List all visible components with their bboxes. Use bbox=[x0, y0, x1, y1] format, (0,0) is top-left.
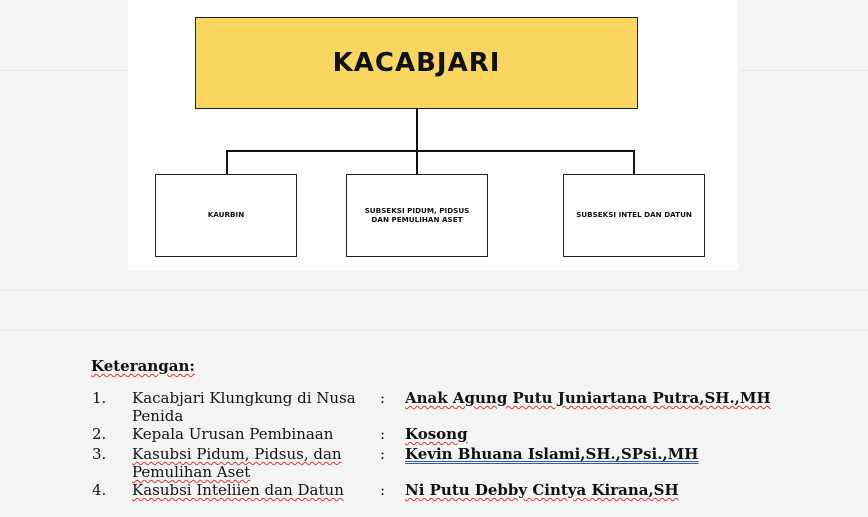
row-name: Anak Agung Putu Juniartana Putra,SH.,MH bbox=[405, 389, 771, 407]
row-position: Kasubsi Inteliien dan Datun bbox=[132, 481, 344, 499]
row-number: 2. bbox=[92, 425, 107, 443]
row-colon: : bbox=[380, 445, 386, 463]
row-colon: : bbox=[380, 481, 386, 499]
row-position-cont: Penida bbox=[132, 407, 184, 425]
row-colon: : bbox=[380, 425, 386, 443]
legend-heading: Keterangan: bbox=[91, 357, 195, 375]
row-colon: : bbox=[380, 389, 386, 407]
row-number: 4. bbox=[92, 481, 107, 499]
row-position: Kacabjari Klungkung di Nusa bbox=[132, 389, 356, 407]
subseksi-pidum-label-line2: DAN PEMULIHAN ASET bbox=[371, 214, 463, 224]
row-position-cont: Pemulihan Aset bbox=[132, 463, 251, 481]
subseksi-intel-label: SUBSEKSI INTEL DAN DATUN bbox=[576, 210, 692, 220]
row-name: Ni Putu Debby Cintya Kirana,SH bbox=[405, 481, 679, 499]
kaurbin-label: KAURBIN bbox=[207, 210, 245, 220]
kacabjari-label: KACABJARI bbox=[332, 48, 501, 78]
row-position: Kepala Urusan Pembinaan bbox=[132, 425, 334, 443]
row-position: Kasubsi Pidum, Pidsus, dan bbox=[132, 445, 342, 463]
row-number: 3. bbox=[92, 445, 107, 463]
row-name: Kevin Bhuana Islami,SH.,SPsi.,MH bbox=[405, 445, 699, 463]
subseksi-pidum-label-line1: SUBSEKSI PIDUM, PIDSUS bbox=[364, 206, 470, 215]
row-number: 1. bbox=[92, 389, 107, 407]
row-name: Kosong bbox=[405, 425, 468, 443]
